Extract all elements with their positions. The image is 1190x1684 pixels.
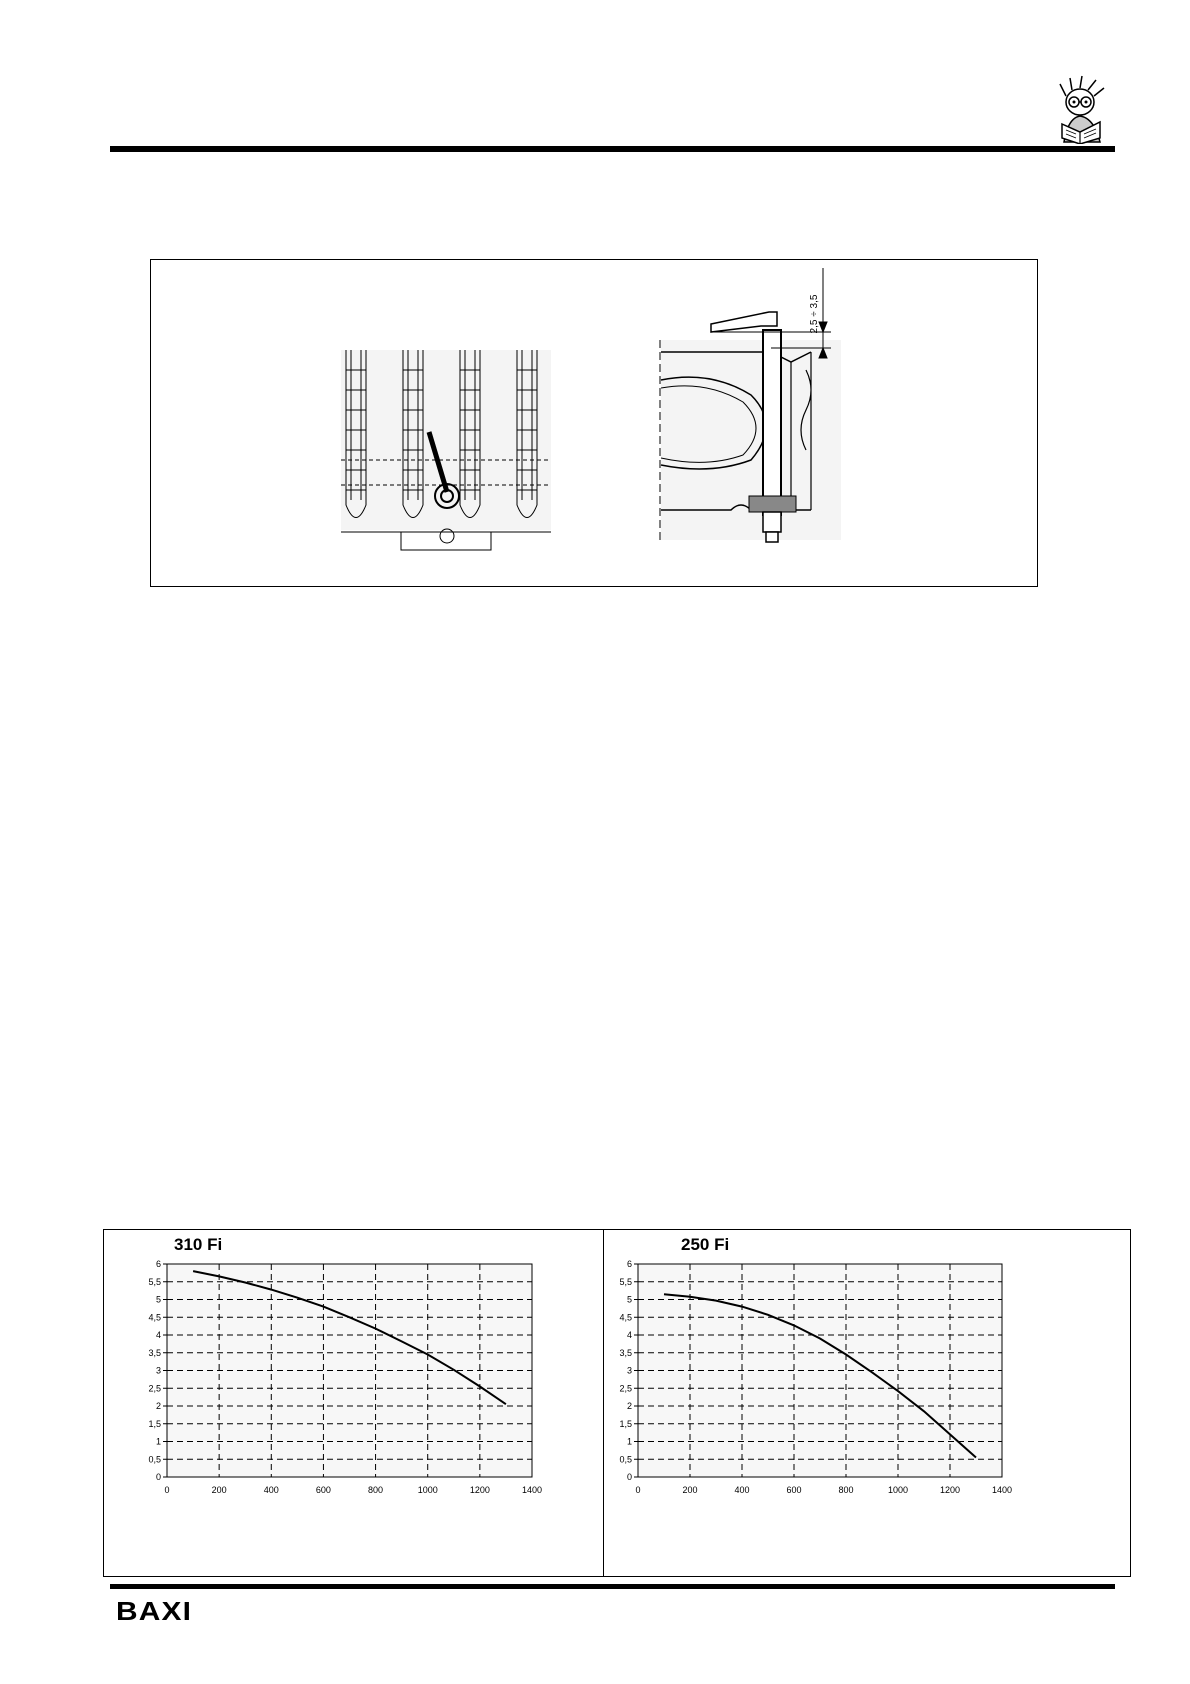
y-tick-label: 5,5	[148, 1276, 161, 1287]
chart-svg	[605, 1231, 1130, 1575]
y-tick-label: 2	[155, 1401, 161, 1411]
x-tick-label: 600	[315, 1485, 331, 1495]
x-tick-label: 800	[368, 1485, 384, 1495]
y-tick-label: 6	[626, 1259, 632, 1269]
y-tick-label: 1,5	[148, 1418, 161, 1429]
y-tick-label: 4	[155, 1330, 161, 1340]
y-tick-label: 0	[626, 1472, 632, 1482]
chart-310-fi	[104, 1231, 602, 1575]
x-tick-label: 200	[682, 1485, 698, 1495]
y-tick-label: 4,5	[148, 1312, 161, 1323]
x-tick-label: 1200	[939, 1485, 961, 1495]
x-tick-label: 400	[263, 1485, 279, 1495]
chart-svg	[104, 1231, 602, 1575]
chart-title: 250 Fi	[681, 1235, 730, 1254]
y-tick-label: 5	[626, 1294, 632, 1305]
x-tick-label: 600	[786, 1485, 802, 1495]
x-tick-label: 0	[164, 1485, 170, 1495]
y-tick-label: 2,5	[148, 1383, 161, 1394]
y-tick-label: 6	[155, 1259, 161, 1269]
dimension-label: 2,5 ÷ 3,5	[809, 294, 820, 334]
mascot-reading-manual-icon	[1048, 74, 1118, 144]
y-tick-label: 0	[155, 1472, 161, 1482]
y-tick-label: 4	[626, 1330, 632, 1340]
y-tick-label: 2,5	[619, 1383, 632, 1394]
chart-title: 310 Fi	[174, 1235, 223, 1254]
x-tick-label: 1200	[469, 1485, 490, 1495]
x-tick-label: 1400	[521, 1485, 543, 1495]
x-tick-label: 800	[838, 1485, 854, 1495]
y-tick-label: 3,5	[619, 1347, 632, 1358]
baxi-logo: BAXI	[116, 1596, 193, 1626]
y-tick-label: 1,5	[619, 1418, 632, 1429]
x-tick-label: 400	[734, 1485, 750, 1495]
y-tick-label: 2	[626, 1401, 632, 1411]
y-tick-label: 1	[626, 1436, 632, 1447]
charts-divider	[603, 1229, 604, 1577]
y-tick-label: 1	[155, 1436, 161, 1447]
x-tick-label: 1000	[417, 1485, 438, 1495]
x-tick-label: 200	[211, 1485, 227, 1495]
y-tick-label: 3	[155, 1365, 161, 1376]
y-tick-label: 5,5	[619, 1276, 632, 1287]
y-tick-label: 3	[626, 1365, 632, 1376]
chart-250-fi	[605, 1231, 1130, 1575]
y-tick-label: 5	[155, 1294, 161, 1305]
y-tick-label: 4,5	[619, 1312, 632, 1323]
x-tick-label: 1400	[991, 1485, 1013, 1495]
x-tick-label: 1000	[887, 1485, 909, 1495]
y-tick-label: 0,5	[148, 1454, 161, 1465]
burner-ramps-electrode-drawing	[341, 350, 551, 550]
footer-rule	[110, 1584, 1115, 1589]
y-tick-label: 3,5	[148, 1347, 161, 1358]
header-rule	[110, 146, 1115, 152]
y-tick-label: 0,5	[619, 1454, 632, 1465]
x-tick-label: 0	[635, 1485, 641, 1495]
electrode-side-section-drawing	[660, 268, 841, 542]
electrode-figure	[150, 259, 1038, 587]
